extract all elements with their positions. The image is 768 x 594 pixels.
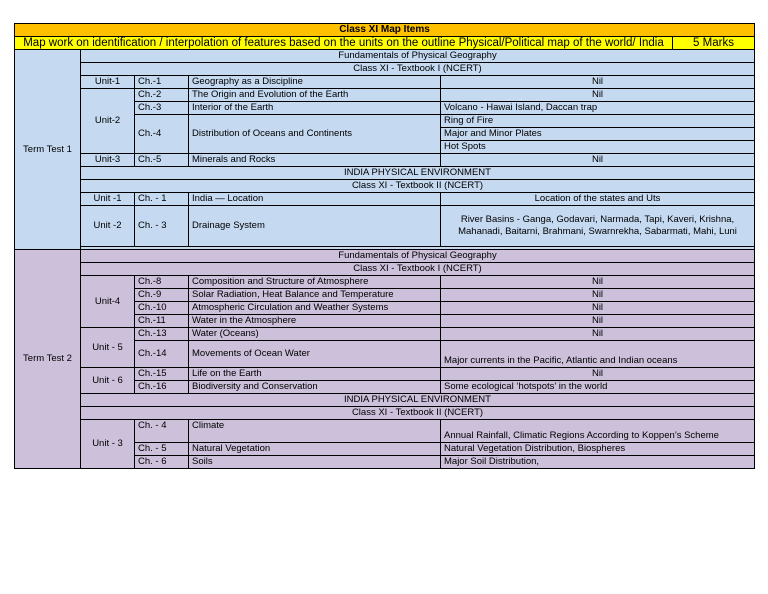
- table-row: [15, 193, 755, 206]
- unit-cell: Unit - 6: [81, 368, 135, 394]
- map-items-cell: Nil: [441, 315, 755, 328]
- map-items-cell: Location of the states and Uts: [441, 193, 755, 206]
- table-row: [15, 89, 755, 102]
- table-row: [15, 263, 755, 276]
- topic-cell: Water in the Atmosphere: [189, 315, 441, 328]
- map-items-cell: Major currents in the Pacific, Atlantic and Indian oceans: [441, 341, 755, 368]
- topic-cell: Life on the Earth: [189, 368, 441, 381]
- map-items-cell: Natural Vegetation Distribution, Biospheres: [441, 443, 755, 456]
- chapter-cell: Ch. - 3: [135, 206, 189, 247]
- term1-book1: Class XI - Textbook I (NCERT): [81, 63, 755, 76]
- table-row: [15, 368, 755, 381]
- topic-cell: Interior of the Earth: [189, 102, 441, 115]
- table-row: [15, 63, 755, 76]
- chapter-cell: Ch. - 4: [135, 420, 189, 443]
- chapter-cell: Ch.-1: [135, 76, 189, 89]
- chapter-cell: Ch.-10: [135, 302, 189, 315]
- term2-book1: Class XI - Textbook I (NCERT): [81, 263, 755, 276]
- table-row: [15, 167, 755, 180]
- chapter-cell: Ch. - 1: [135, 193, 189, 206]
- table-row: [15, 154, 755, 167]
- table-row: [15, 250, 755, 263]
- topic-cell: Climate: [189, 420, 441, 443]
- table-row: [15, 76, 755, 89]
- term1-section2: INDIA PHYSICAL ENVIRONMENT: [81, 167, 755, 180]
- topic-cell: Atmospheric Circulation and Weather Systems: [189, 302, 441, 315]
- topic-cell: Soils: [189, 456, 441, 469]
- header-description: Map work on identification / interpolation of features based on the units on the outline Physical/Political map of the world/ India: [15, 37, 673, 50]
- map-items-cell: Nil: [441, 276, 755, 289]
- chapter-cell: Ch.-4: [135, 115, 189, 154]
- table-row: [15, 328, 755, 341]
- table-row: [15, 180, 755, 193]
- topic-cell: Drainage System: [189, 206, 441, 247]
- map-items-cell: Nil: [441, 76, 755, 89]
- chapter-cell: Ch. - 5: [135, 443, 189, 456]
- unit-cell: Unit-2: [81, 89, 135, 154]
- unit-cell: Unit-3: [81, 154, 135, 167]
- topic-cell: Natural Vegetation: [189, 443, 441, 456]
- chapter-cell: Ch.-2: [135, 89, 189, 102]
- map-items-cell: Ring of Fire: [441, 115, 755, 128]
- table-row: [15, 276, 755, 289]
- map-items-cell: Nil: [441, 328, 755, 341]
- map-items-cell: Annual Rainfall, Climatic Regions According to Koppen’s Scheme: [441, 420, 755, 443]
- map-items-cell: Major Soil Distribution,: [441, 456, 755, 469]
- unit-cell: Unit - 5: [81, 328, 135, 368]
- term2-book2: Class XI - Textbook II (NCERT): [81, 407, 755, 420]
- table-title: Class XI Map Items: [15, 24, 755, 37]
- table-row: [15, 394, 755, 407]
- term1-label: Term Test 1: [15, 50, 81, 250]
- chapter-cell: Ch.-14: [135, 341, 189, 368]
- topic-cell: Solar Radiation, Heat Balance and Temperature: [189, 289, 441, 302]
- topic-cell: The Origin and Evolution of the Earth: [189, 89, 441, 102]
- chapter-cell: Ch.-9: [135, 289, 189, 302]
- term2-label: Term Test 2: [15, 250, 81, 469]
- table-row: [15, 206, 755, 247]
- term2-section2: INDIA PHYSICAL ENVIRONMENT: [81, 394, 755, 407]
- title-row: [15, 24, 755, 37]
- table-row: [15, 407, 755, 420]
- chapter-cell: Ch.-11: [135, 315, 189, 328]
- map-items-cell: Nil: [441, 368, 755, 381]
- topic-cell: Water (Oceans): [189, 328, 441, 341]
- unit-cell: Unit-1: [81, 76, 135, 89]
- unit-cell: Unit -2: [81, 206, 135, 247]
- unit-cell: Unit-4: [81, 276, 135, 328]
- header-marks: 5 Marks: [673, 37, 755, 50]
- map-items-cell: Some ecological ‘hotspots’ in the world: [441, 381, 755, 394]
- map-items-cell: Nil: [441, 154, 755, 167]
- topic-cell: Biodiversity and Conservation: [189, 381, 441, 394]
- chapter-cell: Ch.-3: [135, 102, 189, 115]
- term1-book2: Class XI - Textbook II (NCERT): [81, 180, 755, 193]
- topic-cell: India — Location: [189, 193, 441, 206]
- topic-cell: Composition and Structure of Atmosphere: [189, 276, 441, 289]
- table-row: [15, 50, 755, 63]
- topic-cell: Geography as a Discipline: [189, 76, 441, 89]
- chapter-cell: Ch.-8: [135, 276, 189, 289]
- chapter-cell: Ch.-16: [135, 381, 189, 394]
- map-items-table: [14, 23, 755, 469]
- topic-cell: Movements of Ocean Water: [189, 341, 441, 368]
- topic-cell: Minerals and Rocks: [189, 154, 441, 167]
- map-items-cell: Nil: [441, 89, 755, 102]
- term2-section1: Fundamentals of Physical Geography: [81, 250, 755, 263]
- chapter-cell: Ch.-5: [135, 154, 189, 167]
- map-items-cell: Volcano - Hawai Island, Daccan trap: [441, 102, 755, 115]
- map-items-cell: Nil: [441, 289, 755, 302]
- topic-cell: Distribution of Oceans and Continents: [189, 115, 441, 154]
- chapter-cell: Ch. - 6: [135, 456, 189, 469]
- map-items-cell: River Basins - Ganga, Godavari, Narmada, Tapi, Kaveri, Krishna, Mahanadi, Baitarni, Brahmani, Swarnrekha, Sabarmati, Mahi, Luni: [441, 206, 755, 247]
- unit-cell: Unit - 3: [81, 420, 135, 469]
- chapter-cell: Ch.-13: [135, 328, 189, 341]
- term1-section1: Fundamentals of Physical Geography: [81, 50, 755, 63]
- chapter-cell: Ch.-15: [135, 368, 189, 381]
- map-items-cell: Hot Spots: [441, 141, 755, 154]
- map-items-cell: Nil: [441, 302, 755, 315]
- unit-cell: Unit -1: [81, 193, 135, 206]
- table-row: [15, 420, 755, 443]
- map-items-cell: Major and Minor Plates: [441, 128, 755, 141]
- header-row: [15, 37, 755, 50]
